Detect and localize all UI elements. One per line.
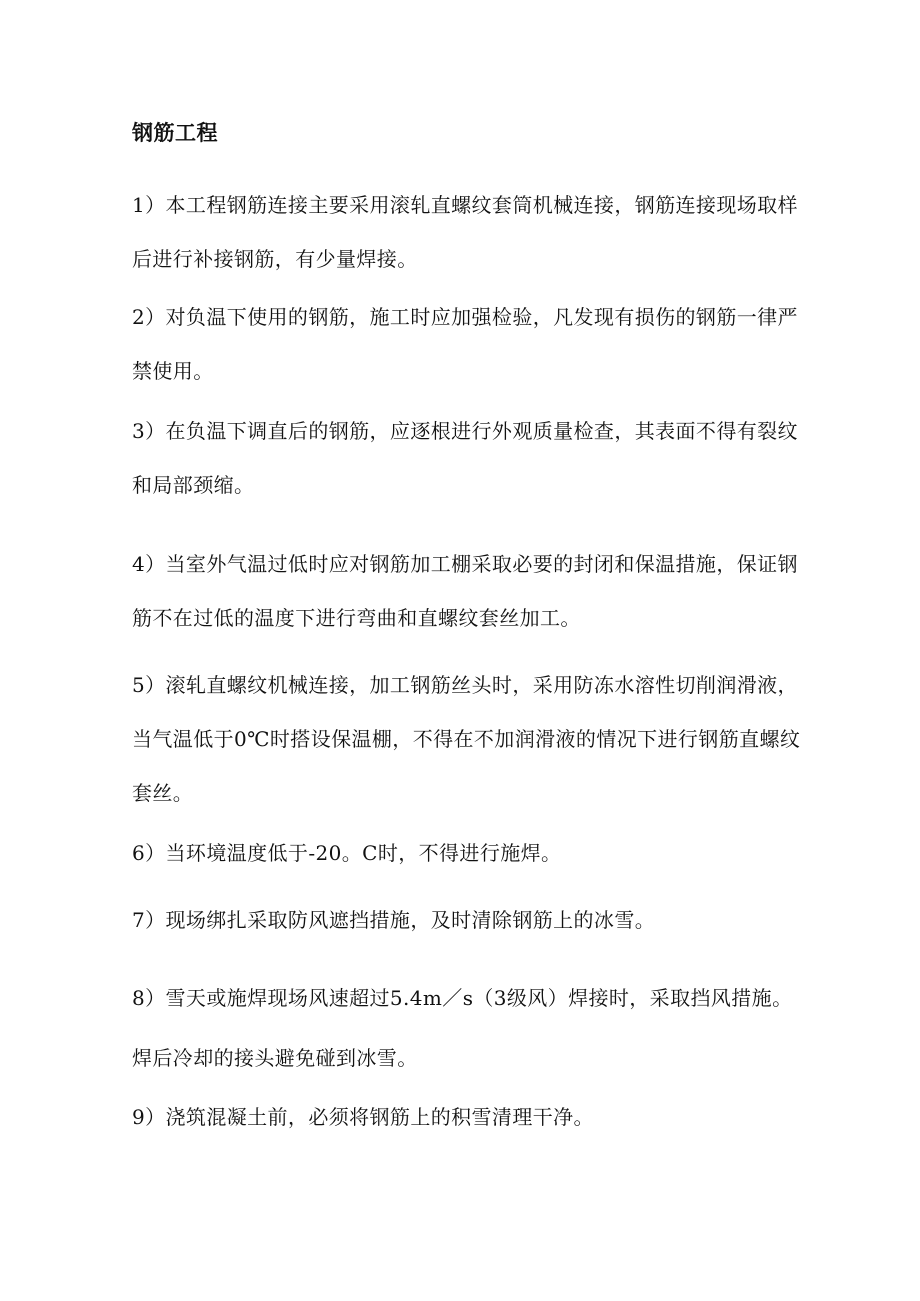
paragraph-line: 2）对负温下使用的钢筋，施工时应加强检验，凡发现有损伤的钢筋一律严 bbox=[132, 305, 798, 329]
paragraph-1 bbox=[132, 178, 800, 286]
paragraph-line: 1）本工程钢筋连接主要采用滚轧直螺纹套筒机械连接，钢筋连接现场取样 bbox=[132, 193, 798, 217]
paragraph-7 bbox=[132, 893, 800, 947]
document-title: 钢筋工程 bbox=[132, 121, 218, 145]
paragraph-line: 当气温低于0℃时搭设保温棚，不得在不加润滑液的情况下进行钢筋直螺纹 bbox=[132, 727, 801, 751]
paragraph-2 bbox=[132, 290, 800, 398]
paragraph-line: 9）浇筑混凝土前，必须将钢筋上的积雪清理干净。 bbox=[132, 1105, 594, 1129]
paragraph-5 bbox=[132, 658, 800, 820]
paragraph-line: 8）雪天或施焊现场风速超过5.4m／s（3级风）焊接时，采取挡风措施。 bbox=[132, 986, 793, 1010]
paragraph-line: 焊后冷却的接头避免碰到冰雪。 bbox=[132, 1046, 418, 1070]
paragraph-line: 4）当室外气温过低时应对钢筋加工棚采取必要的封闭和保温措施，保证钢 bbox=[132, 552, 798, 576]
paragraph-line: 3）在负温下调直后的钢筋，应逐根进行外观质量检查，其表面不得有裂纹 bbox=[132, 419, 798, 443]
paragraph-line: 5）滚轧直螺纹机械连接，加工钢筋丝头时，采用防冻水溶性切削润滑液， bbox=[132, 673, 798, 697]
paragraph-3 bbox=[132, 404, 800, 512]
paragraph-line: 6）当环境温度低于-20。C时，不得进行施焊。 bbox=[132, 841, 562, 865]
paragraph-line: 禁使用。 bbox=[132, 359, 214, 383]
paragraph-4 bbox=[132, 537, 800, 645]
paragraph-line: 和局部颈缩。 bbox=[132, 473, 255, 497]
paragraph-6 bbox=[132, 826, 800, 880]
paragraph-8 bbox=[132, 968, 800, 1088]
paragraph-line: 后进行补接钢筋，有少量焊接。 bbox=[132, 247, 418, 271]
paragraph-line: 套丝。 bbox=[132, 781, 194, 805]
paragraph-line: 7）现场绑扎采取防风遮挡措施，及时清除钢筋上的冰雪。 bbox=[132, 908, 656, 932]
paragraph-line: 筋不在过低的温度下进行弯曲和直螺纹套丝加工。 bbox=[132, 606, 581, 630]
paragraph-9 bbox=[132, 1090, 800, 1144]
